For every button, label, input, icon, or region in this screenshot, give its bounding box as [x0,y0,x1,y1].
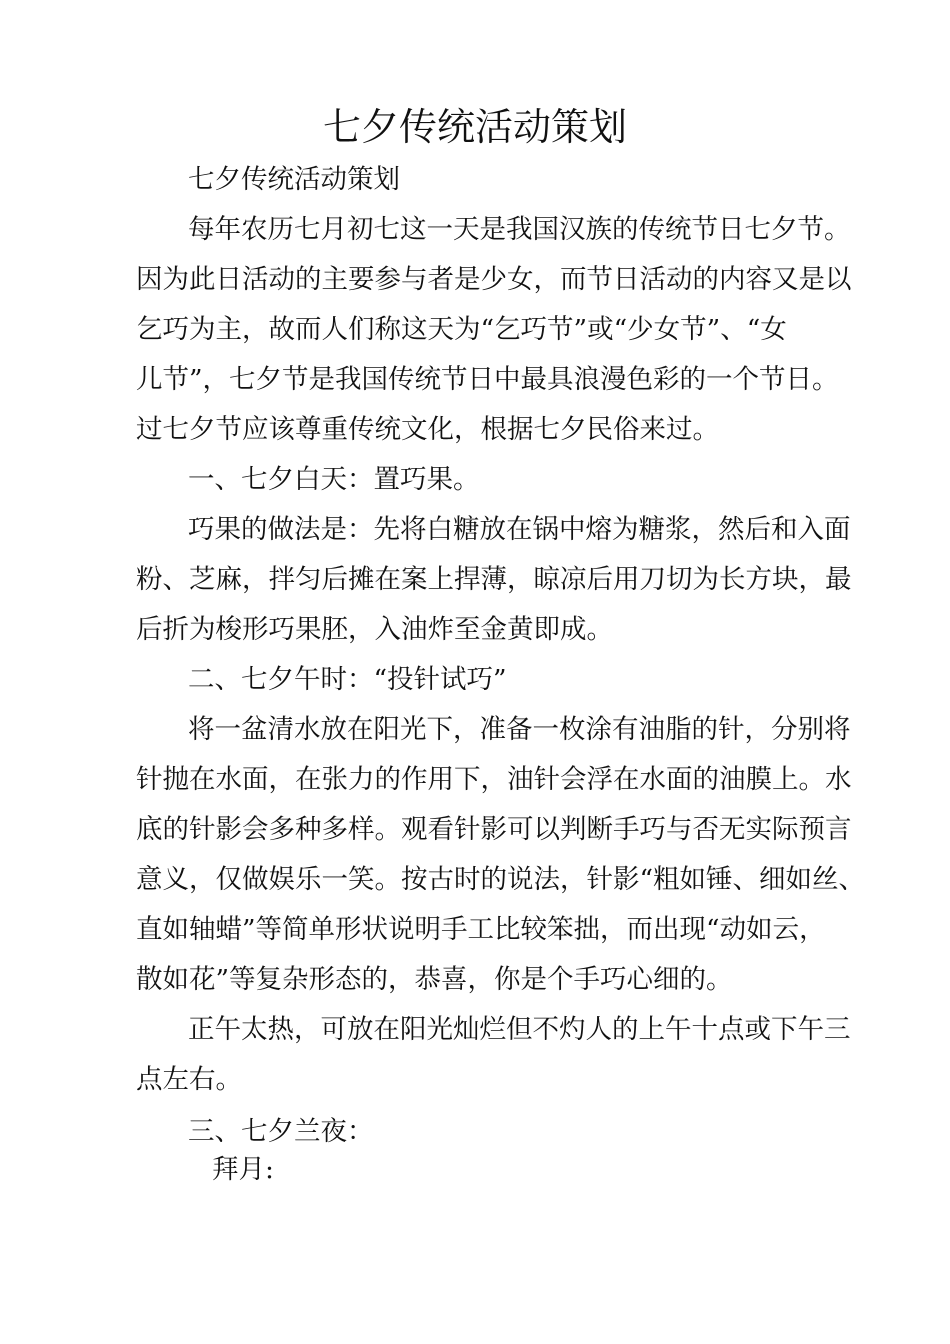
paragraph-line: 点左右。 [136,1064,242,1095]
paragraph-line: 过七夕节应该尊重传统文化，根据七夕民俗来过。 [136,414,719,445]
paragraph-line: 粉、芝麻，拌匀后摊在案上捍薄，晾凉后用刀切为长方块，最 [136,564,852,595]
paragraph-line: 针抛在水面，在张力的作用下，油针会浮在水面的油膜上。水 [136,764,852,795]
section-heading: 一、七夕白天：置巧果。 [188,464,480,495]
section-heading: 二、七夕午时：“投针试巧” [188,664,507,695]
paragraph-line: 将一盆清水放在阳光下，准备一枚涂有油脂的针，分别将 [188,714,851,745]
paragraph-line: 底的针影会多种多样。观看针影可以判断手巧与否无实际预言 [136,814,852,845]
section-heading: 三、七夕兰夜： [188,1116,374,1147]
paragraph-line: 乞巧为主，故而人们称这天为“乞巧节”或“少女节”、“女 [136,314,787,345]
subtitle-line: 七夕传统活动策划 [188,164,400,195]
subsection-heading: 拜月: [212,1154,274,1185]
paragraph-line: 后折为梭形巧果胚，入油炸至金黄即成。 [136,614,613,645]
paragraph-line: 每年农历七月初七这一天是我国汉族的传统节日七夕节。 [188,214,851,245]
paragraph-line: 直如轴蜡”等简单形状说明手工比较笨拙，而出现“动如云， [136,914,826,945]
paragraph-line: 巧果的做法是：先将白糖放在锅中熔为糖浆，然后和入面 [188,514,851,545]
paragraph-line: 意义，仅做娱乐一笑。按古时的说法，针影“粗如锤、细如丝、 [136,864,866,895]
paragraph-line: 散如花”等复杂形态的，恭喜，你是个手巧心细的。 [136,964,733,995]
document-title: 七夕传统活动策划 [322,105,627,149]
paragraph-line: 因为此日活动的主要参与者是少女，而节日活动的内容又是以 [136,264,852,295]
paragraph-line: 儿节”，七夕节是我国传统节日中最具浪漫色彩的一个节日。 [136,364,839,395]
paragraph-line: 正午太热，可放在阳光灿烂但不灼人的上午十点或下午三 [188,1014,851,1045]
